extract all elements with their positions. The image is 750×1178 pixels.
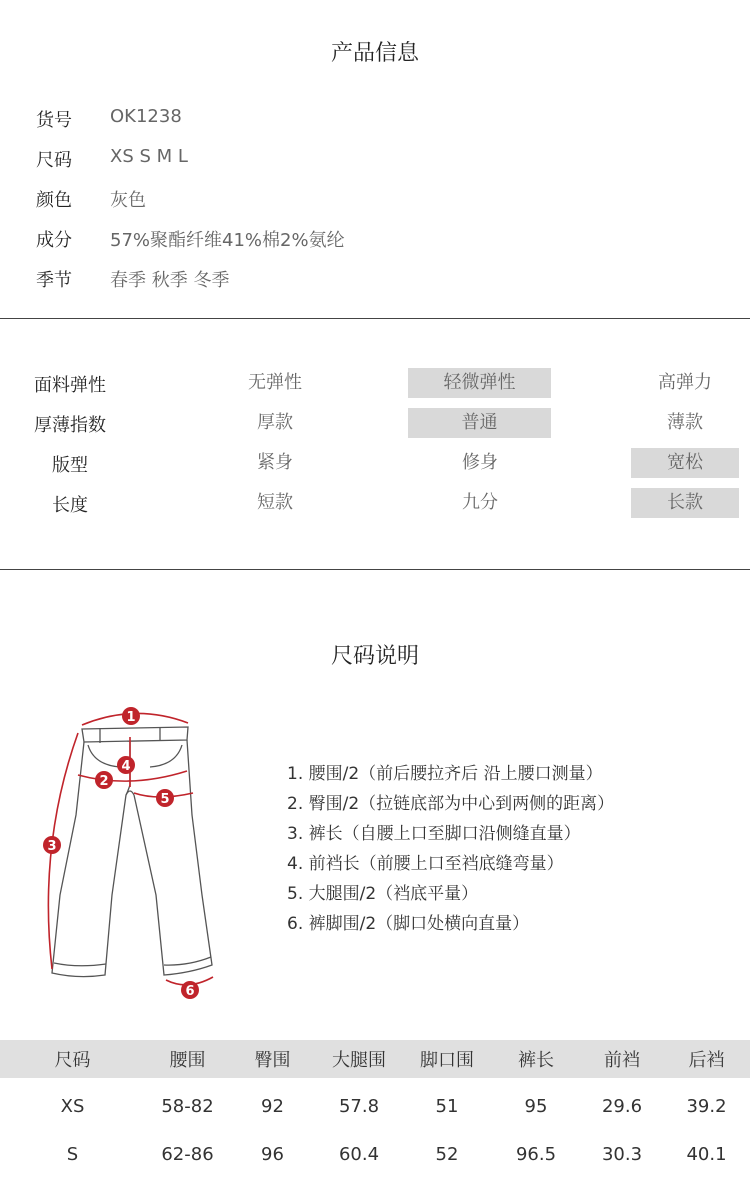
attr-label-thickness: 厚薄指数	[34, 415, 106, 436]
divider	[0, 569, 750, 570]
attr-option: 薄款	[667, 412, 703, 433]
table-cell: 95	[524, 1095, 548, 1117]
attr-label-length: 长度	[52, 495, 88, 516]
info-row-material	[36, 226, 345, 250]
table-cell: S	[66, 1143, 79, 1165]
legend-item: 3. 裤长（自腰上口至脚口沿侧缝直量）	[287, 824, 581, 844]
attr-option-selected: 长款	[631, 488, 739, 518]
table-cell: 52	[435, 1143, 459, 1165]
attr-option: 高弹力	[658, 372, 712, 393]
legend-item: 4. 前裆长（前腰上口至裆底缝弯量）	[287, 854, 564, 874]
table-header: 脚口围	[403, 1040, 491, 1078]
marker-6	[181, 981, 199, 999]
table-header-row	[0, 1040, 750, 1078]
attr-option: 九分	[462, 492, 498, 513]
svg-text:4: 4	[121, 759, 131, 774]
attr-option: 紧身	[257, 452, 293, 473]
measurement-legend	[287, 759, 614, 939]
marker-4	[117, 756, 135, 774]
attr-option-selected: 宽松	[631, 448, 739, 478]
table-row	[0, 1078, 750, 1130]
info-key: 尺码	[36, 150, 72, 171]
table-header: 大腿围	[315, 1040, 403, 1078]
info-value: 57%聚酯纤维41%棉2%氨纶	[110, 230, 345, 251]
svg-text:5: 5	[160, 792, 170, 807]
table-header: 臀围	[230, 1040, 315, 1078]
table-cell: 57.8	[338, 1095, 380, 1117]
attr-label-elasticity: 面料弹性	[34, 375, 106, 396]
table-header: 尺码	[0, 1040, 145, 1078]
attr-option: 无弹性	[248, 372, 302, 393]
marker-2	[95, 771, 113, 789]
table-header: 后裆	[663, 1040, 750, 1078]
table-cell: XS	[60, 1095, 85, 1117]
info-row-item-number	[36, 106, 182, 130]
table-cell: 96	[261, 1143, 284, 1165]
info-row-size	[36, 146, 188, 170]
info-key: 成分	[36, 230, 72, 251]
legend-item: 1. 腰围/2（前后腰拉齐后 沿上腰口测量）	[287, 764, 603, 784]
table-cell: 29.6	[601, 1095, 643, 1117]
svg-text:3: 3	[47, 839, 57, 854]
info-row-color	[36, 186, 146, 210]
table-cell: 30.3	[601, 1143, 643, 1165]
size-guide-title: 尺码说明	[330, 644, 419, 669]
divider	[0, 318, 750, 319]
info-value: 春季 秋季 冬季	[110, 270, 230, 291]
product-info-title: 产品信息	[330, 41, 419, 66]
svg-text:2: 2	[99, 774, 109, 789]
attr-option: 修身	[462, 452, 498, 473]
table-header: 裤长	[491, 1040, 581, 1078]
svg-text:6: 6	[185, 984, 195, 999]
table-cell: 92	[261, 1095, 284, 1117]
info-row-season	[36, 266, 229, 290]
table-header: 前裆	[581, 1040, 663, 1078]
table-cell: 51	[435, 1095, 459, 1117]
attr-label-fit: 版型	[52, 455, 88, 476]
legend-item: 2. 臀围/2（拉链底部为中心到两侧的距离）	[287, 794, 615, 814]
attr-option-selected: 普通	[408, 408, 551, 438]
table-cell: 60.4	[338, 1143, 380, 1165]
marker-1	[122, 707, 140, 725]
info-value: OK1238	[110, 106, 182, 127]
table-cell: 40.1	[686, 1143, 727, 1165]
table-cell: 39.2	[686, 1095, 727, 1117]
table-row	[0, 1130, 750, 1178]
attr-option: 厚款	[257, 412, 293, 433]
svg-text:1: 1	[126, 710, 136, 725]
pants-measurement-diagram	[30, 695, 230, 1005]
legend-item: 6. 裤脚围/2（脚口处横向直量）	[287, 914, 530, 934]
size-table	[0, 1040, 750, 1178]
info-key: 季节	[36, 270, 72, 291]
legend-item: 5. 大腿围/2（裆底平量）	[287, 884, 479, 904]
marker-3	[43, 836, 61, 854]
table-cell: 58-82	[161, 1095, 214, 1117]
info-value: XS S M L	[110, 146, 188, 167]
table-cell: 62-86	[161, 1143, 214, 1165]
info-key: 货号	[36, 110, 72, 131]
info-key: 颜色	[36, 190, 72, 211]
marker-5	[156, 789, 174, 807]
attr-option: 短款	[257, 492, 293, 513]
table-header: 腰围	[145, 1040, 230, 1078]
table-cell: 96.5	[515, 1143, 557, 1165]
attr-option-selected: 轻微弹性	[408, 368, 551, 398]
info-value: 灰色	[110, 190, 146, 211]
